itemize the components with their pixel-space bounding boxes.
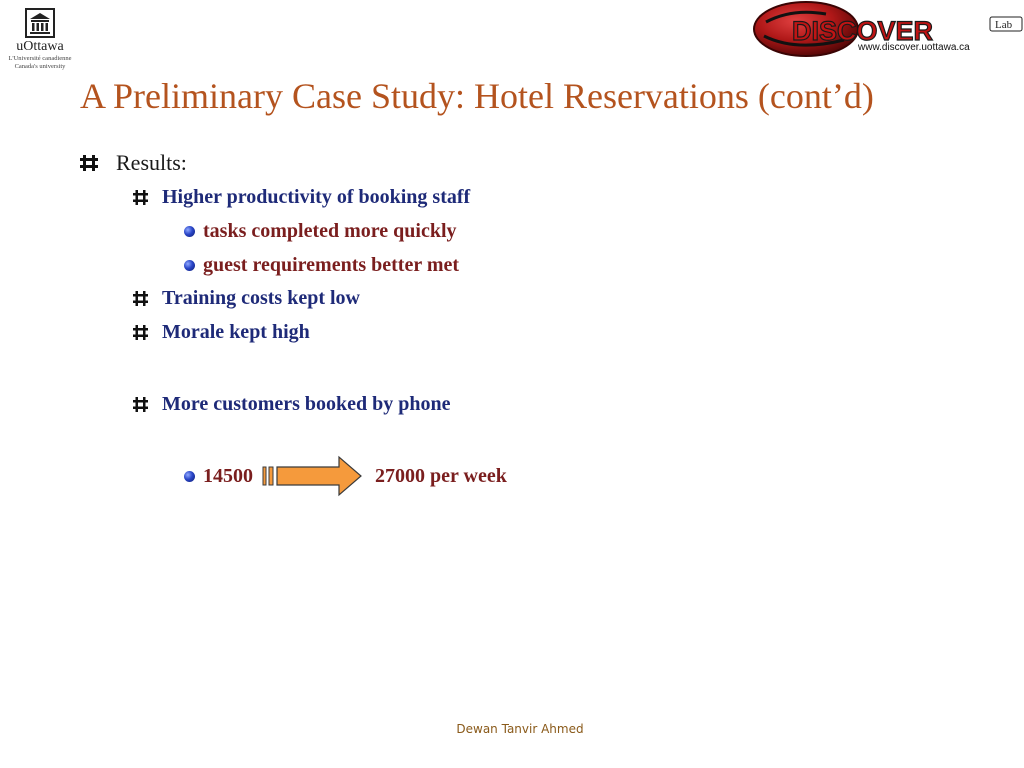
hash-bullet-icon	[133, 190, 148, 205]
productivity-text: Higher productivity of booking staff	[162, 186, 471, 208]
bookings-before: 14500	[203, 464, 253, 487]
hash-bullet-icon	[133, 325, 148, 340]
slide-title: A Preliminary Case Study: Hotel Reservations (cont’d)	[80, 76, 874, 116]
uottawa-tagline-en: Canada's university	[14, 63, 66, 70]
bullet-customers	[133, 393, 451, 416]
university-building-icon	[25, 8, 55, 38]
uottawa-tagline-fr: L'Université canadienne	[8, 55, 72, 62]
discover-wordmark: DISCOVER	[792, 16, 934, 46]
guests-text: guest requirements better met	[203, 254, 460, 276]
hash-bullet-icon	[80, 154, 98, 172]
bullet-bookings-growth	[184, 455, 507, 497]
bookings-after: 27000 per week	[375, 464, 507, 487]
discover-lab-label: Lab	[995, 19, 1013, 31]
hash-bullet-icon	[133, 291, 148, 306]
bullet-results	[80, 150, 187, 176]
bullet-morale	[133, 321, 310, 344]
customers-text: More customers booked by phone	[162, 393, 451, 415]
bullet-guests	[184, 254, 459, 277]
hash-bullet-icon	[133, 397, 148, 412]
bullet-training	[133, 287, 360, 310]
results-label: Results:	[116, 150, 187, 175]
bullet-productivity	[133, 186, 470, 209]
discover-url: www.discover.uottawa.ca	[858, 42, 970, 53]
uottawa-name: uOttawa	[16, 39, 64, 54]
tasks-text: tasks completed more quickly	[203, 220, 457, 242]
round-bullet-icon	[184, 226, 195, 237]
morale-text: Morale kept high	[162, 321, 310, 343]
footer-author: Dewan Tanvir Ahmed	[456, 722, 584, 736]
bullet-tasks	[184, 220, 457, 243]
uottawa-logo	[8, 8, 72, 71]
discover-lab-logo	[752, 0, 1024, 58]
round-bullet-icon	[184, 260, 195, 271]
training-text: Training costs kept low	[162, 287, 360, 309]
round-bullet-icon	[184, 471, 195, 482]
striped-right-arrow-icon	[261, 455, 365, 497]
